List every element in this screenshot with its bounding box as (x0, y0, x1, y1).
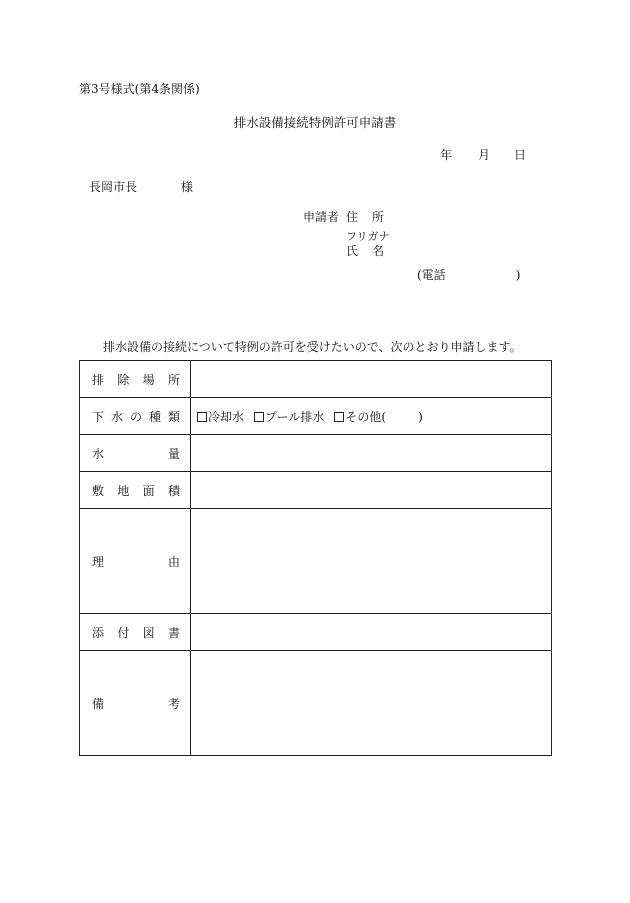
sewage-type-field (191, 398, 552, 435)
label-char: 下 (92, 409, 105, 424)
furigana-label: フリガナ (346, 230, 390, 243)
label-char: 排 (92, 372, 105, 387)
reason-field[interactable] (191, 509, 552, 614)
date-row (440, 146, 526, 163)
table-row (80, 509, 552, 614)
label-char: 付 (117, 625, 130, 640)
label-char: 類 (167, 409, 180, 424)
label-char: 備 (92, 696, 105, 711)
label-char: 種 (148, 409, 161, 424)
water-volume-field[interactable] (191, 435, 552, 472)
date-month-label: 月 (478, 148, 491, 162)
intro-text: 排水設備の接続について特例の許可を受けたいので、次のとおり申請します。 (103, 340, 522, 354)
row-label-cell (80, 509, 191, 614)
spaced-label (80, 695, 190, 712)
row-label-cell (80, 361, 191, 398)
checkbox-icon[interactable] (197, 412, 207, 422)
spaced-label (80, 482, 190, 499)
phone-close-paren: ) (515, 268, 521, 282)
row-label-cell (80, 651, 191, 756)
label-char: 書 (167, 625, 180, 640)
row-label-cell (80, 398, 191, 435)
label-char: 面 (142, 483, 155, 498)
label-char: 場 (142, 372, 155, 387)
option-close-paren: ) (418, 409, 423, 424)
address-label: 住所 (346, 210, 399, 224)
label-char: 添 (92, 625, 105, 640)
spaced-label (80, 624, 190, 641)
spaced-label (80, 408, 190, 425)
row-label-cell (80, 614, 191, 651)
label-char: 除 (117, 372, 130, 387)
label-char: 敷 (92, 483, 105, 498)
table-row (80, 614, 552, 651)
name-label: 氏名 (346, 244, 399, 258)
addressee (89, 178, 193, 195)
date-year-label: 年 (440, 148, 453, 162)
option-label: プール排水 (265, 409, 325, 424)
table-row (80, 398, 552, 435)
label-char: 地 (117, 483, 130, 498)
label-char: 所 (167, 372, 180, 387)
label-char: 水 (92, 446, 105, 461)
form-title: 排水設備接続特例許可申請書 (233, 115, 397, 130)
label-char: 図 (142, 625, 155, 640)
checkbox-icon[interactable] (254, 412, 264, 422)
addressee-name: 長岡市長 (89, 180, 138, 194)
phone-label: (電話 (417, 268, 446, 282)
label-char: 量 (167, 446, 180, 461)
label-char: 由 (167, 554, 180, 569)
addressee-honorific: 様 (181, 180, 194, 194)
site-area-field[interactable] (191, 472, 552, 509)
option-pool-drainage[interactable] (254, 408, 324, 425)
option-other[interactable] (334, 408, 422, 425)
label-char: 積 (167, 483, 180, 498)
spaced-label (80, 371, 190, 388)
discharge-location-field[interactable] (191, 361, 552, 398)
table-row (80, 435, 552, 472)
label-char: の (129, 409, 142, 424)
spaced-label (80, 445, 190, 462)
table-row (80, 472, 552, 509)
table-row (80, 651, 552, 756)
spaced-label (80, 553, 190, 570)
row-label-cell (80, 472, 191, 509)
option-label: 冷却水 (208, 409, 245, 424)
attached-documents-field[interactable] (191, 614, 552, 651)
phone-row (417, 266, 520, 283)
option-label: その他( (345, 409, 387, 424)
applicant-label: 申請者 (303, 210, 340, 224)
checkbox-icon[interactable] (334, 412, 344, 422)
row-label-cell (80, 435, 191, 472)
date-day-label: 日 (514, 148, 527, 162)
label-char: 水 (110, 409, 123, 424)
table-row (80, 361, 552, 398)
remarks-field[interactable] (191, 651, 552, 756)
application-table (79, 360, 552, 756)
option-cooling-water[interactable] (197, 408, 244, 425)
label-char: 理 (92, 554, 105, 569)
form-number: 第3号様式(第4条関係) (79, 82, 200, 96)
label-char: 考 (167, 696, 180, 711)
